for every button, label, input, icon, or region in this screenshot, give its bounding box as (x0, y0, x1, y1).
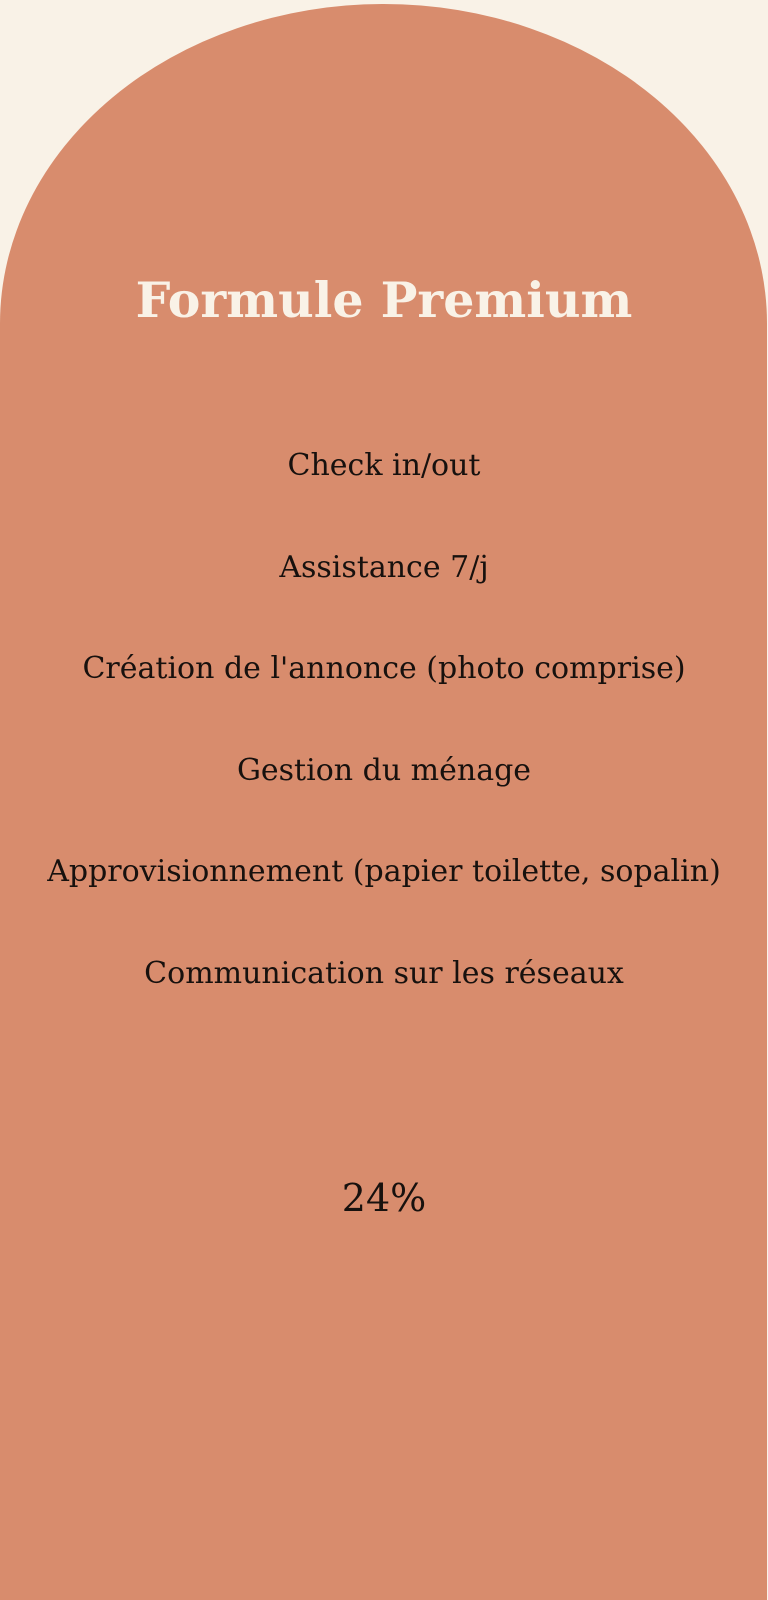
feature-item: Communication sur les réseaux (144, 955, 624, 991)
feature-list (0, 446, 768, 1055)
feature-item: Gestion du ménage (236, 752, 532, 788)
feature-item: Création de l'annonce (photo comprise) (82, 651, 686, 686)
feature-item: Check in/out (287, 448, 481, 483)
plan-title: Formule Premium (135, 270, 633, 329)
feature-item: Assistance 7/j (279, 549, 489, 585)
feature-item: Approvisionnement (papier toilette, sopalin) (47, 854, 721, 889)
plan-price: 24% (341, 1176, 427, 1220)
